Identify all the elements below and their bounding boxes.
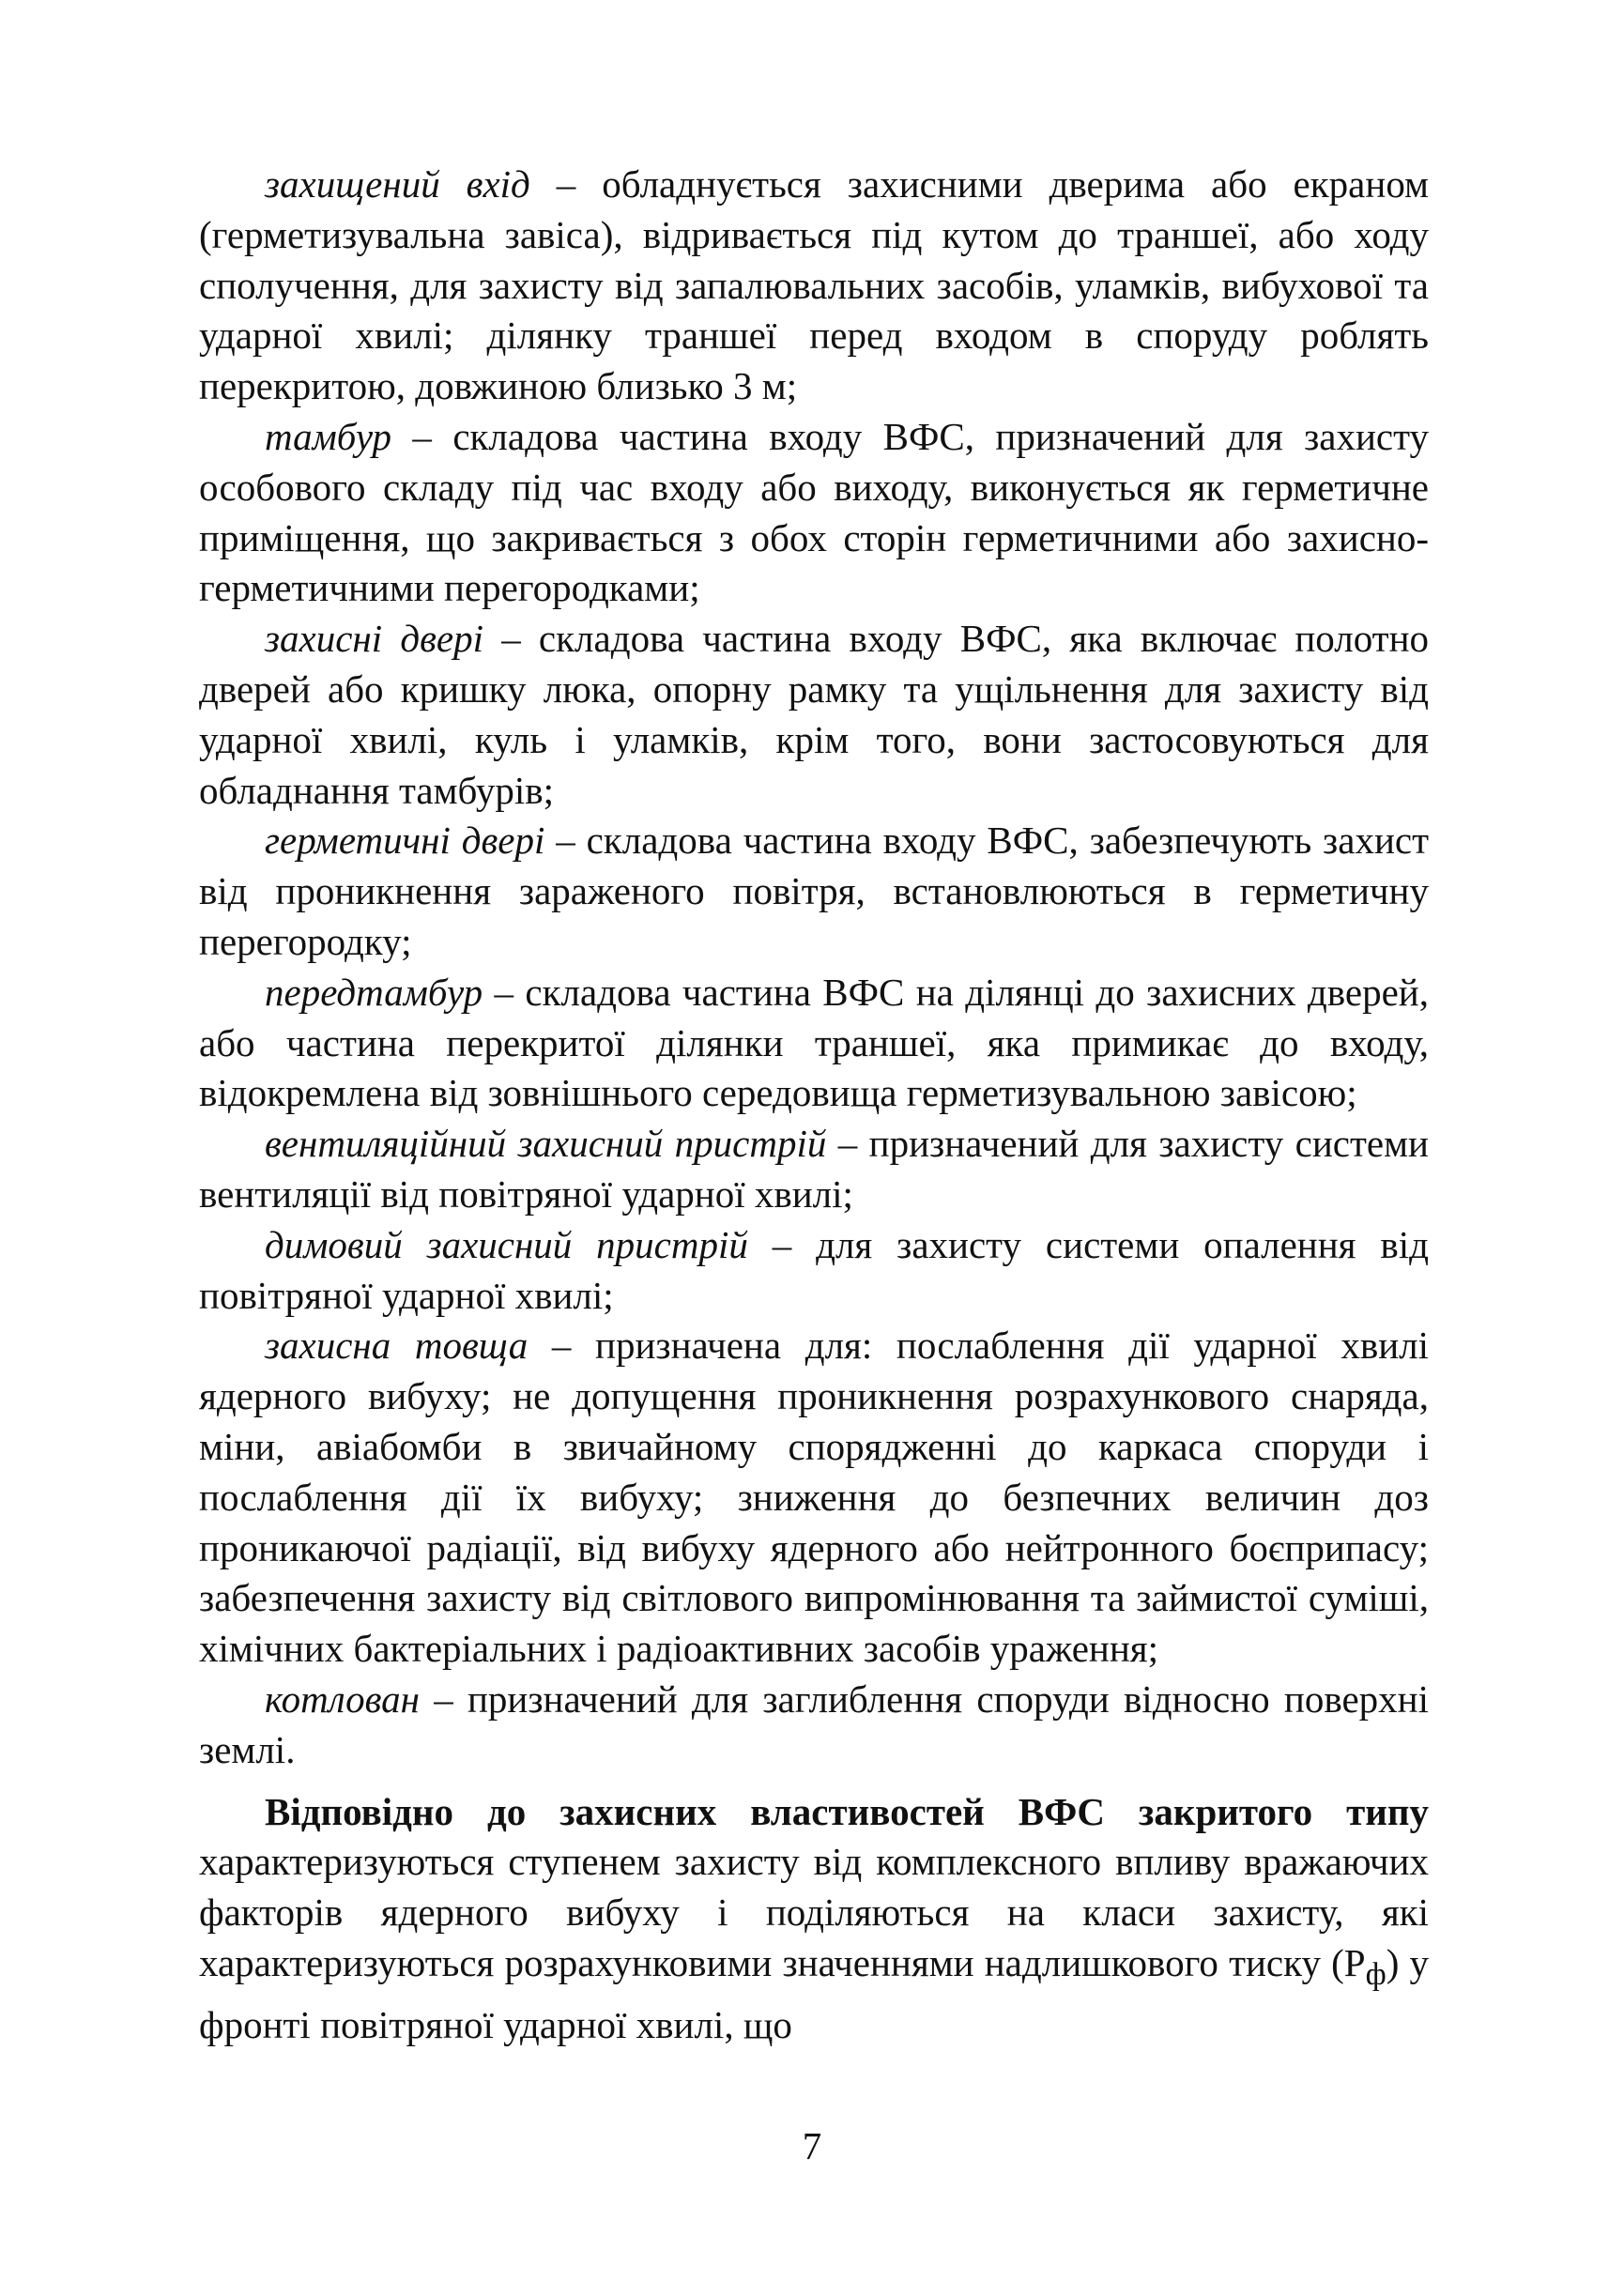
definition-text: – обладнується захисними дверима або екраном (герметизувальна завіса), відривається під кутом до траншеї, або ходу сполучення, для захисту від запалювальних засобів, уламків, вибухової та ударної хвилі; ділянку траншеї перед входом в споруду роблять перекритою, довжиною близько 3 м; — [199, 162, 1429, 408]
definition-text: – складова частина входу ВФС, яка включає полотно дверей або кришку люка, опорну рамку та ущільнення для захисту від ударної хвилі, куль і уламків, крім того, вони застосовуються для обладнання тамбурів; — [199, 617, 1430, 812]
classification-paragraph — [199, 1787, 1429, 2051]
definition-text: – призначена для: послаблення дії ударної хвилі ядерного вибуху; не допущення проникнення розрахункового снаряда, міни, авіабомби в звичайному спорядженні до каркаса споруди і послаблення дії їх вибуху; зниження до безпечних величин доз проникаючої радіації, від вибуху ядерного або нейтронного боєприпасу; забезпечення захисту від світлового випромінювання та займистої суміші, хімічних бактеріальних і радіоактивних засобів ураження; — [199, 1324, 1429, 1671]
pressure-subscript: ф — [1365, 1957, 1387, 1993]
paragraph-text-end: ) у фронті повітряної ударної хвилі, що — [199, 1940, 1429, 2046]
definition-term: захисні двері — [265, 617, 483, 661]
paragraph-text: характеризуються ступенем захисту від комплексного впливу вражаючих факторів ядерного вибуху і поділяються на класи захисту, які характеризуються розрахунковими значеннями надлишкового тиску (Р — [199, 1840, 1429, 1984]
definition-term: передтамбур — [265, 970, 483, 1014]
definition-paragraph — [199, 160, 1429, 412]
definition-term: димовий захисний пристрій — [265, 1222, 748, 1266]
definition-text: – складова частина входу ВФС, забезпечують захист від проникнення зараженого повітря, встановлюються в герметичну перегородку; — [199, 819, 1430, 963]
definition-paragraph — [199, 1675, 1429, 1776]
definition-term: герметичні двері — [265, 819, 545, 863]
definition-text: – складова частина ВФС на ділянці до захисних дверей, або частина перекритої ділянки траншеї, яка примикає до входу, відокремлена від зовнішнього середовища герметизувальною завісою; — [199, 970, 1429, 1115]
definition-term: котлован — [265, 1676, 420, 1721]
page-number: 7 — [802, 2124, 822, 2167]
definition-term: вентиляційний захисний пристрій — [265, 1122, 827, 1166]
bold-lead-text: Відповідно до захисних властивостей ВФС закритого типу — [265, 1789, 1429, 1833]
definition-paragraph — [199, 1220, 1429, 1322]
definition-paragraph — [199, 1321, 1429, 1675]
definition-paragraph — [199, 968, 1429, 1119]
definition-term: захисна товща — [265, 1324, 529, 1368]
definition-text: – складова частина входу ВФС, призначений для захисту особового складу під час входу або виходу, виконується як герметичне приміщення, що закривається з обох сторін герметичними або захисно-герметичними перегородками; — [199, 414, 1429, 610]
definition-paragraph — [199, 816, 1429, 967]
definition-paragraph — [199, 614, 1429, 816]
definition-text: – призначений для захисту системи вентиляції від повітряної ударної хвилі; — [199, 1122, 1429, 1216]
definition-term: тамбур — [265, 414, 392, 458]
definition-paragraph — [199, 1119, 1429, 1220]
definition-term: захищений вхід — [265, 162, 530, 206]
body-text — [199, 160, 1429, 2051]
definition-paragraph — [199, 412, 1429, 614]
definition-text: – призначений для заглиблення споруди відносно поверхні землі. — [199, 1676, 1429, 1771]
definition-text: – для захисту системи опалення від повітряної ударної хвилі; — [199, 1222, 1430, 1317]
